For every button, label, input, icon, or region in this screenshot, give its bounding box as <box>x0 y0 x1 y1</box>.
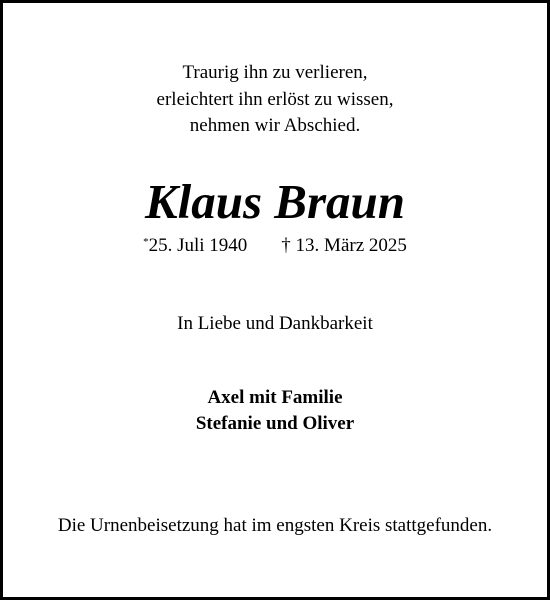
intro-line-1: Traurig ihn zu verlieren, <box>182 62 368 83</box>
mourners-list <box>0 385 550 437</box>
burial-note: Die Urnenbeisetzung hat im engsten Kreis stattgefunden. <box>57 515 493 536</box>
intro-verse <box>0 60 550 140</box>
intro-line-2: erleichtert ihn erlöst zu wissen, <box>156 88 394 110</box>
intro-line-3: nehmen wir Abschied. <box>189 115 361 136</box>
birth-symbol: * <box>143 236 149 248</box>
death-date: 13. März 2025 <box>295 235 407 256</box>
death-symbol: † <box>281 235 291 256</box>
life-dates <box>0 233 550 259</box>
mourner-2: Stefanie und Oliver <box>195 413 355 434</box>
death-date-group <box>281 235 407 256</box>
birth-date-group <box>143 235 247 256</box>
deceased-name: Klaus Braun <box>144 174 406 229</box>
thanks-line: In Liebe und Dankbarkeit <box>177 313 373 334</box>
mourner-1: Axel mit Familie <box>207 387 343 408</box>
birth-date: 25. Juli 1940 <box>148 235 248 256</box>
